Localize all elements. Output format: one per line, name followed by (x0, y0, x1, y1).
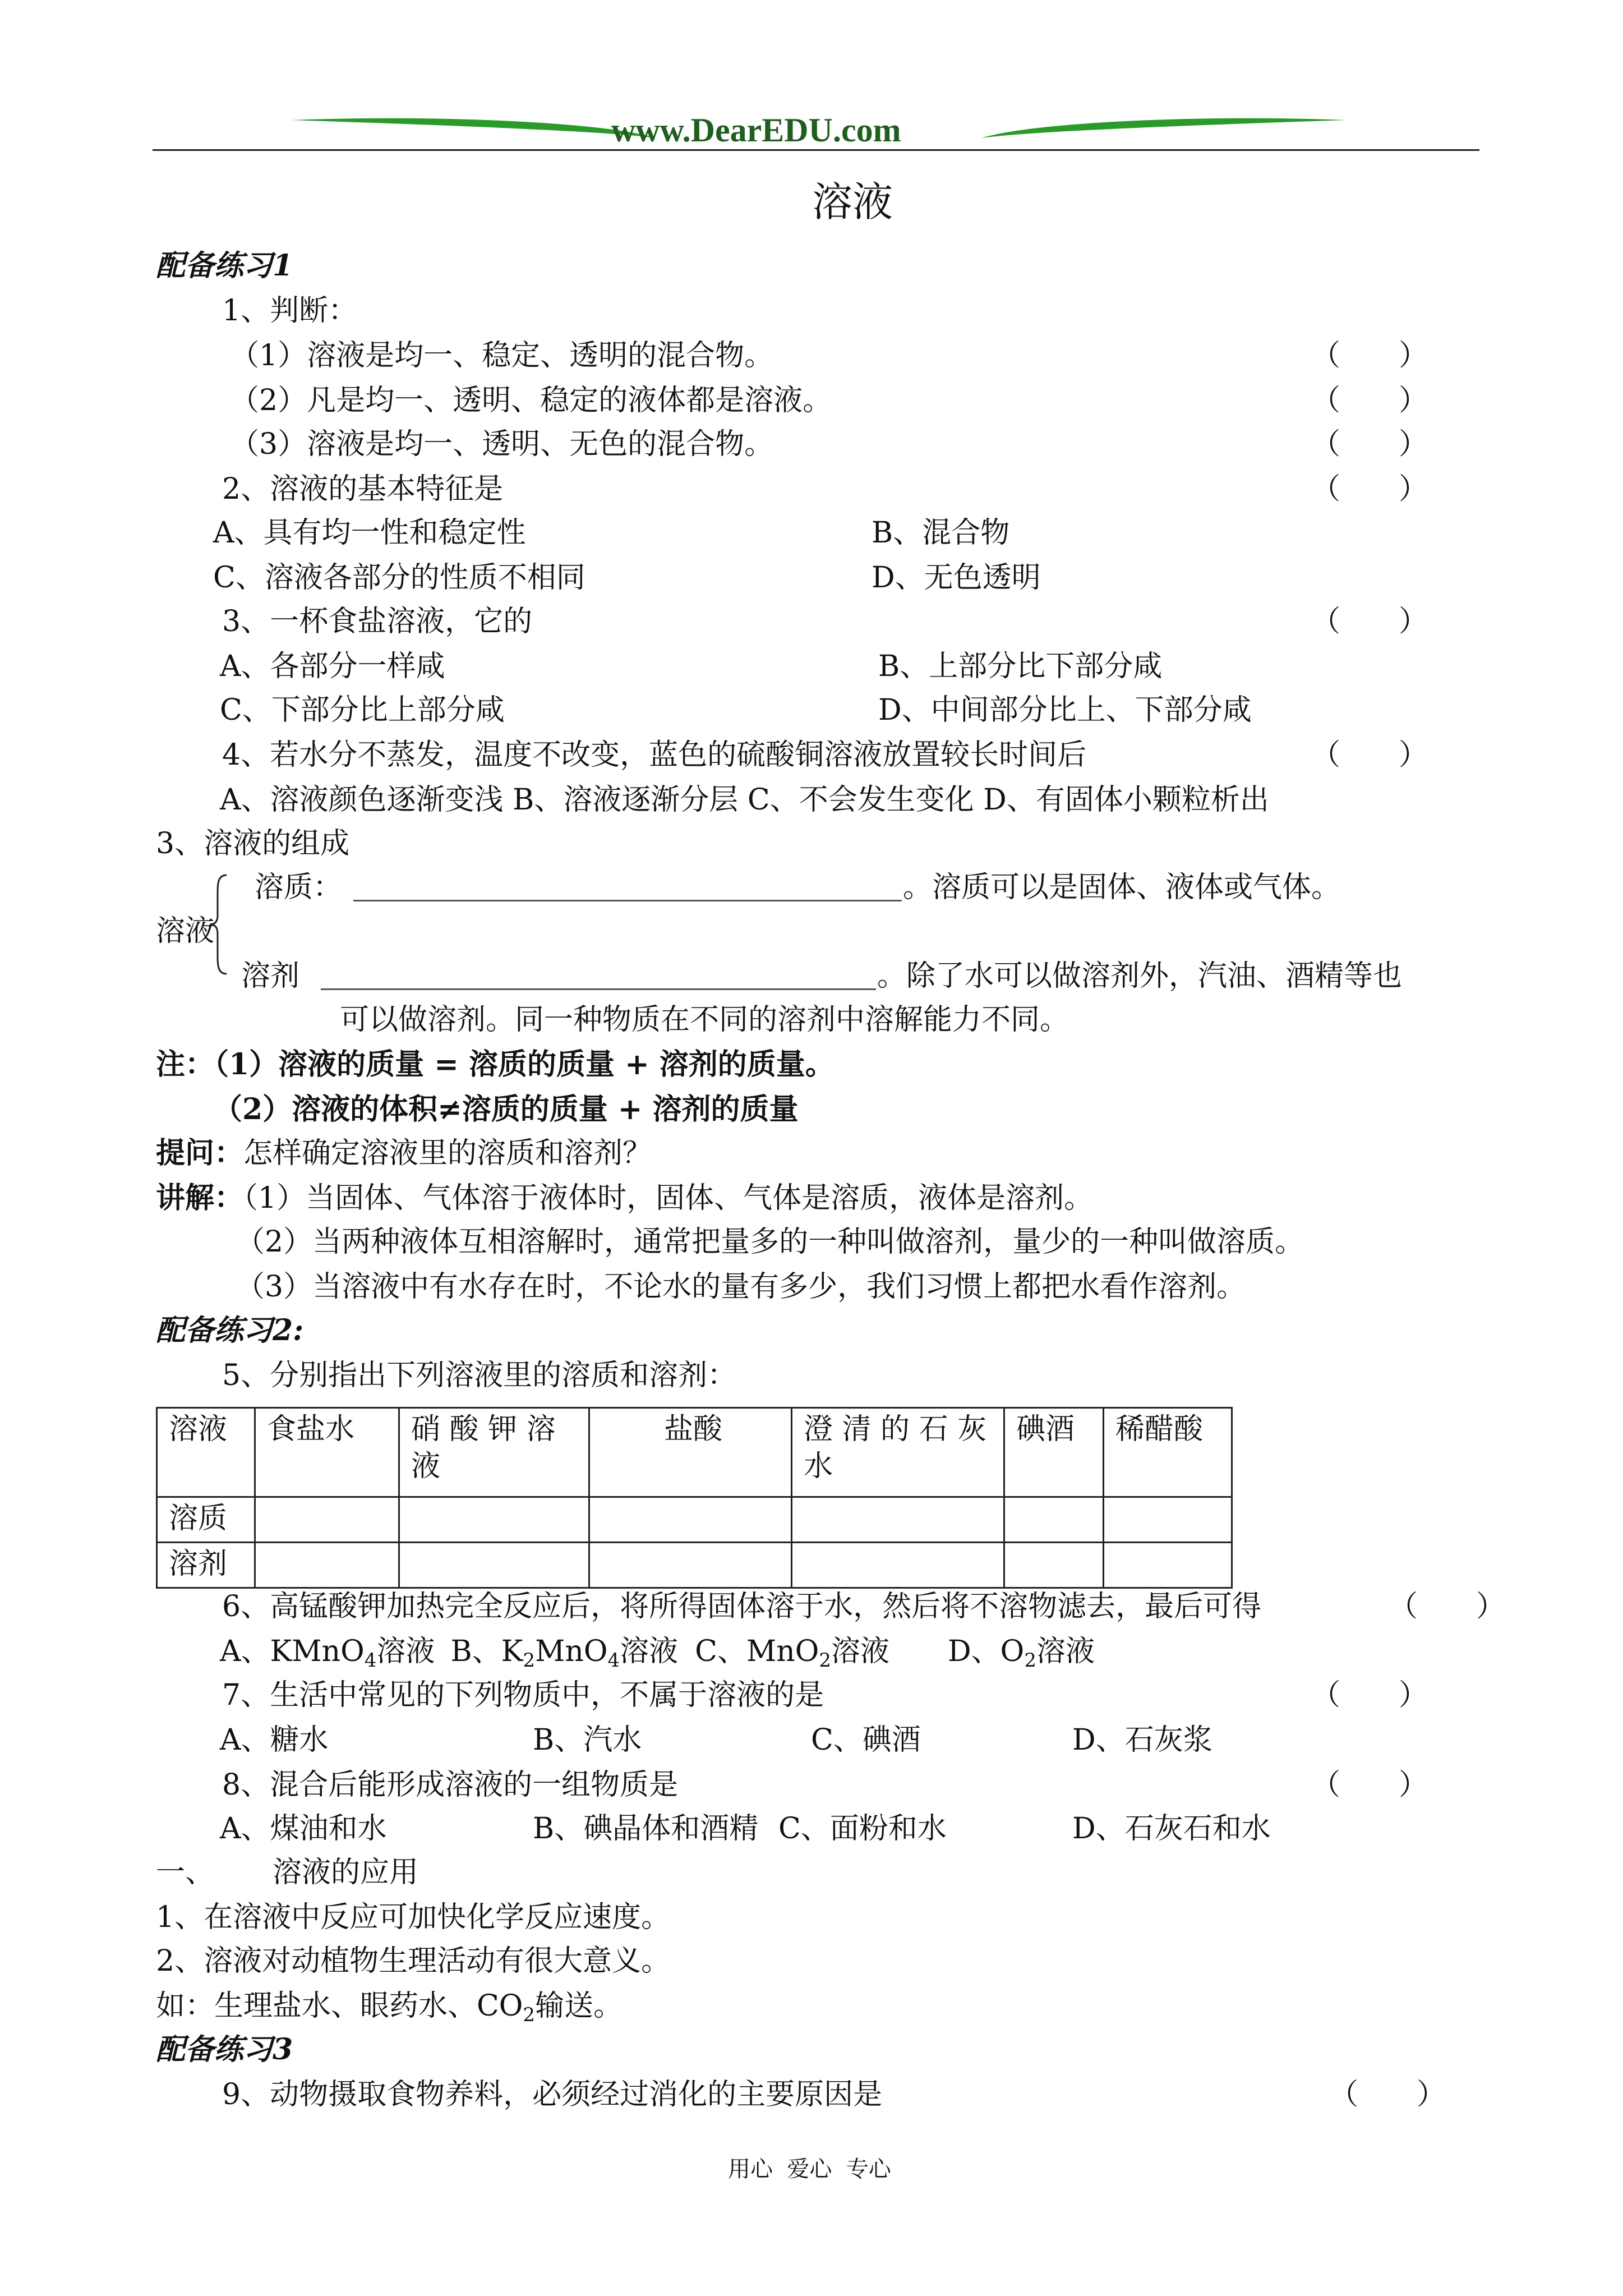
table-header-cell: 食盐水 (255, 1408, 399, 1497)
q6-options (220, 1634, 1095, 1672)
table-header-cell: 稀醋酸 (1104, 1408, 1232, 1497)
practice2-heading: 配备练习2: (156, 1313, 304, 1347)
table-cell[interactable] (399, 1543, 589, 1588)
q1-item-3: （3）溶液是均一、透明、无色的混合物。 (230, 427, 774, 461)
table-header-cell: 硝 酸 钾 溶 液 (399, 1408, 589, 1497)
application-line-2: 2、溶液对动植物生理活动有很大意义。 (156, 1944, 671, 1978)
q7-option-b: B、汽水 (533, 1723, 642, 1757)
answer-paren: （ ） (1311, 1678, 1428, 1712)
answer-paren: （ ） (1311, 1768, 1428, 1802)
q8-option-c: C、面粉和水 (778, 1812, 947, 1846)
table-row (157, 1543, 1232, 1588)
table-header-row (157, 1408, 1232, 1497)
q6-option-d: D、$O_2$溶液 (947, 1635, 1095, 1672)
table-cell[interactable] (792, 1543, 1004, 1588)
q4-stem: 4、若水分不蒸发，温度不改变，蓝色的硫酸铜溶液放置较长时间后 (222, 738, 1087, 772)
q7-option-a: A、糖水 (220, 1723, 329, 1757)
q3-option-a: A、各部分一样咸 (220, 650, 445, 683)
solute-blank (353, 900, 902, 901)
application-line-1: 1、在溶液中反应可加快化学反应速度。 (156, 1901, 671, 1934)
answer-paren: （ ） (1311, 427, 1428, 461)
explain-text-1: （1）当固体、气体溶于液体时，固体、气体是溶质，液体是溶剂。 (243, 1181, 1094, 1215)
solvent-blank (321, 988, 876, 990)
question-line (156, 1135, 652, 1171)
explain-label: 讲解： (156, 1181, 244, 1215)
table-header-cell: 澄 清 的 石 灰 水 (792, 1408, 1004, 1497)
page-title: 溶液 (812, 178, 893, 226)
q8-option-d: D、石灰石和水 (1072, 1812, 1271, 1846)
table-header-cell: 盐酸 (589, 1408, 792, 1497)
q2-stem: 2、溶液的基本特征是 (222, 472, 504, 506)
explain-line-1 (156, 1180, 1093, 1216)
solvent-note-2: 可以做溶剂。同一种物质在不同的溶剂中溶解能力不同。 (340, 1003, 1069, 1037)
q3-option-d: D、中间部分比上、下部分咸 (878, 693, 1252, 727)
table-cell[interactable] (1104, 1497, 1232, 1543)
header-rule (153, 149, 1479, 151)
answer-paren: （ ） (1311, 384, 1428, 417)
practice3-heading: 配备练习3 (156, 2032, 293, 2067)
composition-brace-label: 溶液 (156, 914, 215, 948)
answer-paren: （ ） (1311, 605, 1428, 638)
q6-option-b: B、$K_2MnO_4$溶液 (450, 1635, 679, 1672)
table-row (157, 1497, 1232, 1543)
question-text: 怎样确定溶液里的溶质和溶剂？ (243, 1137, 652, 1170)
q2-option-a: A、具有均一性和稳定性 (213, 516, 526, 550)
q2-option-c: C、溶液各部分的性质不相同 (213, 561, 585, 595)
q8-option-a: A、煤油和水 (220, 1812, 387, 1846)
q1-item-2: （2）凡是均一、透明、稳定的液体都是溶液。 (230, 384, 832, 417)
q3-option-b: B、上部分比下部分咸 (878, 650, 1163, 683)
q7-option-c: C、碘酒 (811, 1723, 921, 1757)
note-1: 注：（1）溶液的质量 = 溶质的质量 + 溶剂的质量。 (156, 1047, 834, 1082)
table-cell[interactable] (1004, 1497, 1104, 1543)
application-number: 一、 (156, 1856, 215, 1889)
q9-stem: 9、动物摄取食物养料，必须经过消化的主要原因是 (222, 2078, 883, 2111)
application-line-3: 如：生理盐水、眼药水、$CO_2$输送。 (156, 1989, 623, 2026)
table-cell[interactable] (589, 1543, 792, 1588)
table-cell[interactable] (255, 1543, 399, 1588)
solute-note: 。溶质可以是固体、液体或气体。 (903, 871, 1341, 904)
table-cell[interactable] (1004, 1543, 1104, 1588)
q3-option-c: C、下部分比上部分咸 (220, 693, 505, 727)
solute-solvent-table (156, 1407, 1233, 1589)
q1-stem: 1、判断： (222, 294, 358, 328)
q7-stem: 7、生活中常见的下列物质中，不属于溶液的是 (222, 1678, 824, 1712)
q6-option-c: C、MnO$_2$溶液 (695, 1635, 889, 1672)
table-row-label: 溶剂 (157, 1543, 255, 1588)
table-cell[interactable] (589, 1497, 792, 1543)
table-header-cell: 碘酒 (1004, 1408, 1104, 1497)
q3-stem: 3、一杯食盐溶液，它的 (222, 605, 533, 638)
q8-stem: 8、混合后能形成溶液的一组物质是 (222, 1768, 679, 1802)
answer-paren: （ ） (1389, 1590, 1506, 1623)
q8-option-b: B、碘晶体和酒精 (533, 1812, 759, 1846)
q1-item-1: （1）溶液是均一、稳定、透明的混合物。 (230, 339, 774, 372)
answer-paren: （ ） (1311, 472, 1428, 506)
q7-option-d: D、石灰浆 (1072, 1723, 1212, 1757)
q2-option-d: D、无色透明 (872, 561, 1041, 595)
note-2: （2）溶液的体积≠溶质的质量 + 溶剂的质量 (213, 1092, 799, 1126)
answer-paren: （ ） (1311, 339, 1428, 372)
practice1-heading: 配备练习1 (156, 249, 293, 283)
table-header-cell: 溶液 (157, 1408, 255, 1497)
answer-paren: （ ） (1311, 738, 1428, 772)
question-label: 提问： (156, 1136, 244, 1170)
q6-stem: 6、高锰酸钾加热完全反应后，将所得固体溶于水，然后将不溶物滤去，最后可得 (222, 1590, 1262, 1623)
header-site-text: www.DearEDU.com (611, 112, 901, 149)
solute-label: 溶质： (255, 871, 343, 904)
q4-options: A、溶液颜色逐渐变浅 B、溶液逐渐分层 C、不会发生变化 D、有固体小颗粒析出 (220, 783, 1269, 817)
q6-option-a: A、KMnO$_4$溶液 (220, 1635, 435, 1672)
table-cell[interactable] (255, 1497, 399, 1543)
q5-stem: 5、分别指出下列溶液里的溶质和溶剂： (222, 1359, 737, 1392)
solvent-label: 溶剂 (241, 959, 300, 993)
table-cell[interactable] (792, 1497, 1004, 1543)
application-heading: 溶液的应用 (273, 1856, 419, 1889)
q2-option-b: B、混合物 (872, 516, 1010, 550)
answer-paren: （ ） (1329, 2078, 1446, 2111)
table-cell[interactable] (399, 1497, 589, 1543)
table-cell[interactable] (1104, 1543, 1232, 1588)
explain-line-3: （3）当溶液中有水存在时，不论水的量有多少，我们习惯上都把水看作溶剂。 (236, 1270, 1246, 1304)
solvent-note: 。除了水可以做溶剂外，汽油、酒精等也 (877, 959, 1403, 993)
page-footer: 用心 爱心 专心 (728, 2156, 891, 2182)
explain-line-2: （2）当两种液体互相溶解时，通常把量多的一种叫做溶剂，量少的一种叫做溶质。 (236, 1225, 1304, 1259)
composition-heading: 3、溶液的组成 (156, 827, 350, 861)
table-row-label: 溶质 (157, 1497, 255, 1543)
